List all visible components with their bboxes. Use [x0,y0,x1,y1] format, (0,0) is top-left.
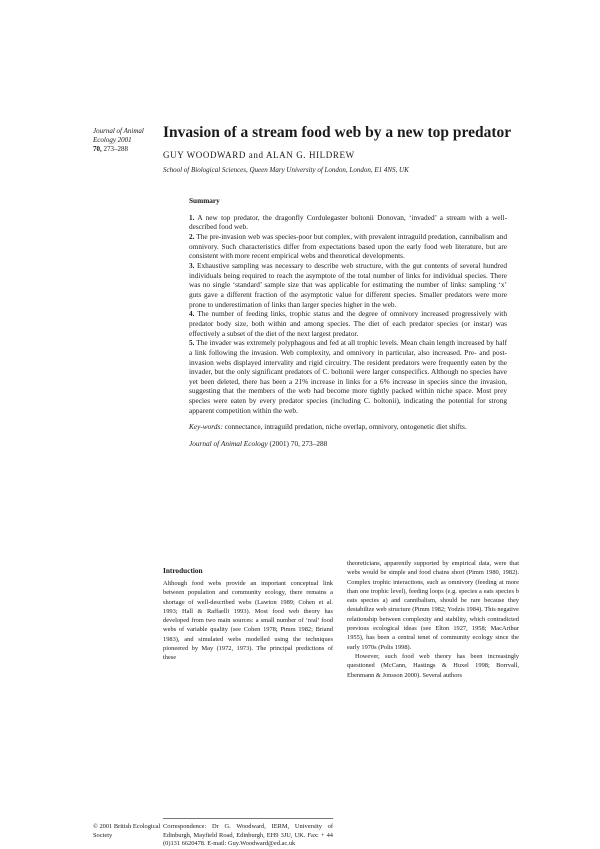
article-authors: GUY WOODWARD and ALAN G. HILDREW [163,150,355,160]
footnote-divider [163,818,333,819]
journal-volume: 70, [93,145,102,153]
summary-point-text: Exhaustive sampling was necessary to describe web structure, with the gut contents of several hundred individuals being required to reach the asymptote of the total number of links for individual species. There was no single ‘standard’ sample size that was applicable for estimating the number of links: sampling ‘x’ guts gave a different fraction of the asymptotic value for different species. Smaller predators were more prone to underestimation of links than larger species higher in the web. [189,260,507,309]
summary-point-number: 2. [189,231,195,241]
citation-details: (2001) 70, 273–288 [267,439,328,449]
introduction-column-1: Although food webs provide an important conceptual link between population and community ecology, there remains a shortage of well-described webs (Lawton 1989; Cohen et al. 1993; Hall & Raffaelli 1993). Most food web theory has developed from two main sources: a small number of ‘real’ food webs of variable quality (see Cohen 1978; Pimm 1982; Briand 1983), and simulated webs modelled using the techniques pioneered by May (1972, 1973). The principal predictions of these [163,580,333,662]
summary-point [189,232,507,261]
keywords-text: connectance, intraguild predation, niche overlap, omnivory, ontogenetic diet shifts. [222,422,467,432]
journal-name-line2: Ecology 2001 [93,136,132,144]
summary-point [189,261,507,309]
journal-name-line1: Journal of Animal [93,127,144,135]
summary-section [189,196,507,449]
keywords [189,422,507,432]
summary-point [189,213,507,232]
summary-heading: Summary [189,196,220,205]
journal-volume-pages [93,145,128,153]
introduction-column-2 [347,559,519,680]
summary-point-number: 3. [189,260,195,270]
journal-reference [93,127,163,154]
article-title: Invasion of a stream food web by a new top predator [163,124,512,141]
summary-point [189,309,507,338]
journal-pages: 273–288 [101,145,128,153]
summary-point-text: The pre-invasion web was species-poor but complex, with prevalent intraguild predation, cannibalism and omnivory. Such characteristics differ from expectations based upon the early food web literature, but are consistent with more recent empirical webs and theoretical developments. [189,231,507,261]
introduction-paragraph: However, such food web theory has been increasingly questioned (McCann, Hastings & Huxel 1998; Borrvall, Ebenmann & Jonsson 2000). Several authors [347,652,519,679]
author-affiliation: School of Biological Sciences, Queen Mary University of London, London, E1 4NS, UK [163,166,409,174]
summary-point-text: A new top predator, the dragonfly Cordulegaster boltonii Donovan, ‘invaded’ a stream with a well-described food web. [189,212,508,232]
introduction-paragraph: theoreticians, apparently supported by empirical data, were that webs would be simple and food chains short (Pimm 1980, 1982). Complex trophic interactions, such as omnivory (feeding at more than one trophic level), feeding loops (e.g. species a eats species b eats species a) and cannibalism, should be rare because they destabilize web structure (Pimm 1982; Yodzis 1984). This negative relationship between complexity and stability, which contradicted previous ecological ideas (see Elton 1927, 1958; MacArthur 1955), has been a central tenet of community ecology since the early 1970s (Polis 1998). [347,560,519,651]
summary-point-text: The number of feeding links, trophic status and the degree of omnivory increased progressively with predator body size, both within and among species. The diet of each predator species (or instar) was effectively a subset of the diet of the next largest predator. [189,309,507,338]
summary-point-number: 1. [189,212,195,222]
keywords-label: Key-words: [189,422,223,432]
citation-journal: Journal of Animal Ecology [189,439,268,449]
citation [189,439,507,449]
introduction-heading: Introduction [163,566,203,575]
summary-point [189,338,507,415]
summary-point-text: The invader was extremely polyphagous and fed at all trophic levels. Mean chain length increased by half a link following the invasion. Web complexity, and omnivory in particular, also increased. Pre- and post-invasion webs displayed intervality and rigid circuitry. The resident predators were frequently eaten by the invader, but the only significant predators of C. boltonii were larger conspecifics. Although no species have yet been deleted, there has been a 21% increase in links for a 6% increase in species since the invasion, suggesting that the members of the web had become more tightly packed within niche space. Most prey species were eaten by every predator species (including C. boltonii), indicating the potential for strong apparent competition within the web. [189,338,507,415]
correspondence-note: Correspondence: Dr G. Woodward, IERM, University of Edinburgh, Mayfield Road, Edinburgh, EH9 3JU, UK. Fax: + 44 (0)131 6620478. E-mail: Guy.Woodward@ed.ac.uk [163,823,333,848]
copyright-notice: © 2001 British Ecological Society [93,823,161,839]
summary-point-number: 4. [189,309,195,319]
summary-point-number: 5. [189,338,195,348]
